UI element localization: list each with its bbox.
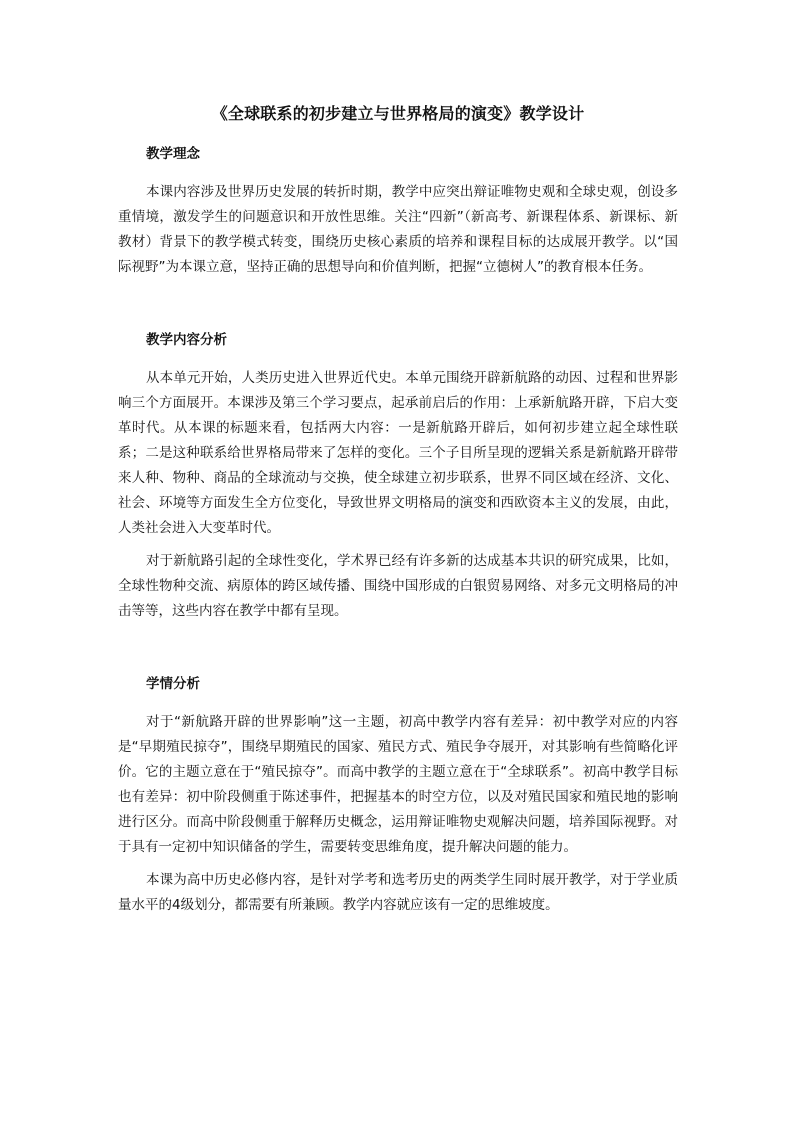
paragraph: 对于“新航路开辟的世界影响”这一主题，初高中教学内容有差异：初中教学对应的内容是“早期殖民掠夺”，围绕早期殖民的国家、殖民方式、殖民争夺展开，对其影响有些简略化评价。它的主题立意在于“殖民掠夺”。而高中教学的主题立意在于“全球联系”。初高中教学目标也有差异：初中阶段侧重于陈述事件，把握基本的时空方位，以及对殖民国家和殖民地的影响进行区分。而高中阶段侧重于解释历史概念，运用辩证唯物史观解决问题，培养国际视野。对于具有一定初中知识储备的学生，需要转变思维角度，提升解决问题的能力。 [118,714,678,855]
section-student-analysis [118,672,678,918]
section-content-analysis [118,328,678,624]
section-heading: 教学内容分析 [146,332,227,348]
paragraph: 从本单元开始，人类历史进入世界近代史。本单元围绕开辟新航路的动因、过程和世界影响三个方面展开。本课涉及第三个学习要点，起承前启后的作用：上承新航路开辟，下启大变革时代。从本课的标题来看，包括两大内容：一是新航路开辟后，如何初步建立起全球性联系；二是这种联系给世界格局带来了怎样的变化。三个子目所呈现的逻辑关系是新航路开辟带来人种、物种、商品的全球流动与交换，使全球建立初步联系，世界不同区域在经济、文化、社会、环境等方面发生全方位变化，导致世界文明格局的演变和西欧资本主义的发展，由此，人类社会进入大变革时代。 [118,370,678,536]
document-page [118,100,678,918]
paragraph: 本课为高中历史必修内容，是针对学考和选考历史的两类学生同时展开教学，对于学业质量水平的4级划分，都需要有所兼顾。教学内容就应该有一定的思维坡度。 [118,872,678,913]
document-title: 《全球联系的初步建立与世界格局的演变》教学设计 [211,104,585,123]
section-heading: 学情分析 [146,676,200,692]
section-teaching-philosophy [118,142,678,280]
paragraph: 本课内容涉及世界历史发展的转折时期，教学中应突出辩证唯物史观和全球史观，创设多重情境，激发学生的问题意识和开放性思维。关注“四新”（新高考、新课程体系、新课标、新教材）背景下的教学模式转变，围绕历史核心素质的培养和课程目标的达成展开教学。以“国际视野”为本课立意，坚持正确的思想导向和价值判断，把握“立德树人”的教育根本任务。 [118,184,678,275]
section-heading: 教学理念 [146,146,200,162]
paragraph: 对于新航路引起的全球性变化，学术界已经有许多新的达成基本共识的研究成果，比如，全球性物种交流、病原体的跨区域传播、围绕中国形成的白银贸易网络、对多元文明格局的冲击等等，这些内容在教学中都有呈现。 [118,553,678,619]
section-spacer [118,280,678,328]
section-spacer [118,624,678,672]
